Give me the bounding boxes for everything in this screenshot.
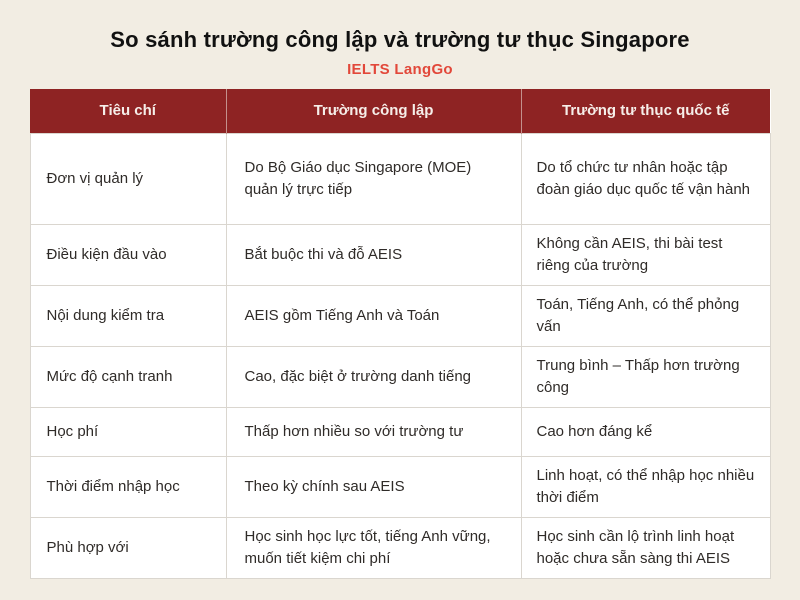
cell-public-school: Theo kỳ chính sau AEIS [226, 456, 521, 517]
cell-public-school: AEIS gồm Tiếng Anh và Toán [226, 285, 521, 346]
table-row [30, 517, 770, 578]
cell-public-school: Bắt buộc thi và đỗ AEIS [226, 224, 521, 285]
cell-public-school: Học sinh học lực tốt, tiếng Anh vững, muốn tiết kiệm chi phí [226, 517, 521, 578]
cell-criterion: Điều kiện đầu vào [30, 224, 226, 285]
cell-criterion: Phù hợp với [30, 517, 226, 578]
comparison-table [30, 89, 771, 579]
table-row [30, 456, 770, 517]
cell-criterion: Nội dung kiểm tra [30, 285, 226, 346]
col-header-criterion: Tiêu chí [30, 89, 226, 133]
cell-public-school: Cao, đặc biệt ở trường danh tiếng [226, 346, 521, 407]
col-header-public-school: Trường công lập [226, 89, 521, 133]
cell-private-school: Học sinh cần lộ trình linh hoạt hoặc chưa sẵn sàng thi AEIS [521, 517, 770, 578]
table-row [30, 346, 770, 407]
cell-private-school: Cao hơn đáng kể [521, 407, 770, 456]
brand-logo: IELTS LangGo [347, 61, 453, 78]
table-row [30, 407, 770, 456]
cell-private-school: Toán, Tiếng Anh, có thể phỏng vấn [521, 285, 770, 346]
cell-private-school: Linh hoạt, có thể nhập học nhiều thời điểm [521, 456, 770, 517]
page-title: So sánh trường công lập và trường tư thục Singapore [110, 27, 690, 52]
cell-criterion: Đơn vị quản lý [30, 133, 226, 224]
cell-public-school: Thấp hơn nhiều so với trường tư [226, 407, 521, 456]
table-row [30, 285, 770, 346]
table-row [30, 133, 770, 224]
table-row [30, 224, 770, 285]
cell-criterion: Học phí [30, 407, 226, 456]
col-header-private-school: Trường tư thục quốc tế [521, 89, 770, 133]
cell-criterion: Mức độ cạnh tranh [30, 346, 226, 407]
table-header-row [30, 89, 770, 133]
cell-public-school: Do Bộ Giáo dục Singapore (MOE) quản lý trực tiếp [226, 133, 521, 224]
cell-private-school: Trung bình – Thấp hơn trường công [521, 346, 770, 407]
cell-private-school: Do tổ chức tư nhân hoặc tập đoàn giáo dục quốc tế vận hành [521, 133, 770, 224]
cell-criterion: Thời điểm nhập học [30, 456, 226, 517]
cell-private-school: Không cần AEIS, thi bài test riêng của trường [521, 224, 770, 285]
